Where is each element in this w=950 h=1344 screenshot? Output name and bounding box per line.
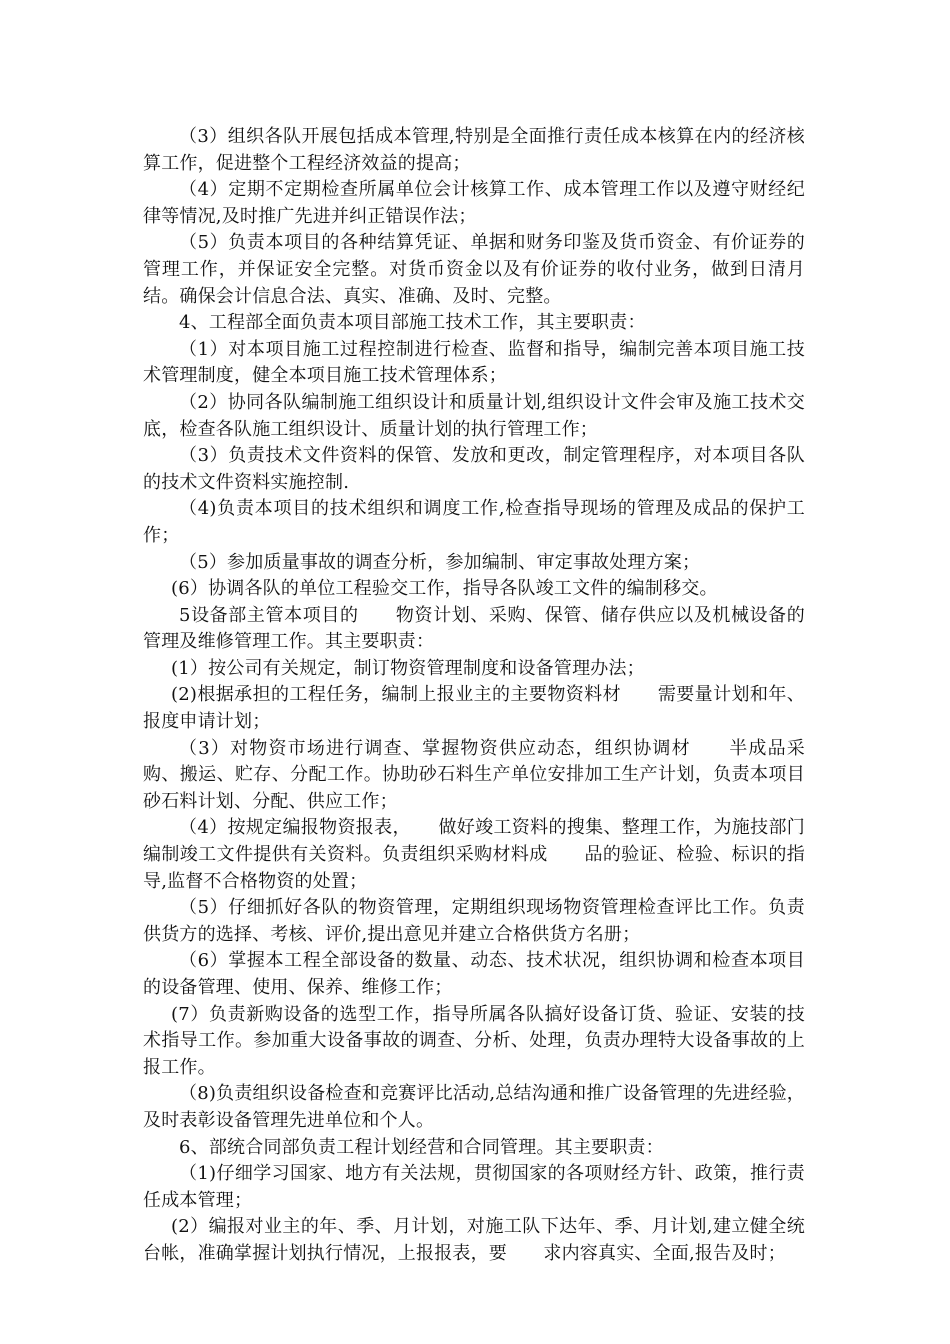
paragraph: （3）对物资市场进行调查、掌握物资供应动态，组织协调材 半成品采购、搬运、贮存、分配工作。协助砂石料生产单位安排加工生产计划，负责本项目砂石料计划、分配、供应工作； [143,737,805,812]
paragraph: (2)根据承担的工程任务，编制上报业主的主要物资料材 需要量计划和年、报度申请计划； [143,684,805,733]
paragraph: （5）参加质量事故的调查分析，参加编制、审定事故处理方案； [179,551,701,573]
paragraph: （4)负责本项目的技术组织和调度工作,检查指导现场的管理及成品的保护工作； [143,498,805,546]
paragraph: （6）掌握本工程全部设备的数量、动态、技术状况，组织协调和检查本项目的设备管理、使用、保养、维修工作； [143,950,805,998]
paragraph: （1）对本项目施工过程控制进行检查、监督和指导，编制完善本项目施工技术管理制度，健全本项目施工技术管理体系； [143,338,805,387]
paragraph: （5）仔细抓好各队的物资管理，定期组织现场物资管理检查评比工作。负责供货方的选择、考核、评价,提出意见并建立合格供货方名册； [143,897,805,945]
paragraph: （3）组织各队开展包括成本管理,特别是全面推行责任成本核算在内的经济核算工作，促进整个工程经济效益的提高； [143,126,805,174]
paragraph: （1)仔细学习国家、地方有关法规，贯彻国家的各项财经方针、政策，推行责任成本管理； [143,1163,805,1211]
document-body [143,124,824,1268]
paragraph: （4）按规定编报物资报表， 做好竣工资料的搜集、整理工作，为施技部门编制竣工文件提供有关资料。负责组织采购材料成 品的验证、检验、标识的指导,监督不合格物资的处置； [143,817,805,892]
paragraph: （2）协同各队编制施工组织设计和质量计划,组织设计文件会审及施工技术交底，检查各队施工组织设计、质量计划的执行管理工作； [143,391,805,440]
paragraph: （8)负责组织设备检查和竞赛评比活动,总结沟通和推广设备管理的先进经验，及时表彰设备管理先进单位和个人。 [143,1083,805,1131]
paragraph: （4）定期不定期检查所属单位会计核算工作、成本管理工作以及遵守财经纪律等情况,及时推广先进并纠正错误作法； [143,179,805,227]
paragraph: (1）按公司有关规定，制订物资管理制度和设备管理办法； [171,657,645,679]
paragraph: （5）负责本项目的各种结算凭证、单据和财务印鉴及货币资金、有价证券的管理工作，并保证安全完整。对货币资金以及有价证券的收付业务，做到日清月结。确保会计信息合法、真实、准确、及时、完整。 [143,232,805,307]
section-heading: 4、工程部全面负责本项目部施工技术工作，其主要职责： [179,312,646,334]
paragraph: (7）负责新购设备的选型工作，指导所属各队搞好设备订货、验证、安装的技术指导工作。参加重大设备事故的调查、分析、处理，负责办理特大设备事故的上报工作。 [143,1003,805,1078]
paragraph: (6）协调各队的单位工程验交工作，指导各队竣工文件的编制移交。 [171,578,718,600]
section-heading: 5设备部主管本项目的 物资计划、采购、保管、储存供应以及机械设备的管理及维修管理工作。其主要职责： [143,604,805,653]
section-heading: 6、部统合同部负责工程计划经营和合同管理。其主要职责： [179,1136,664,1158]
paragraph: (2）编报对业主的年、季、月计划，对施工队下达年、季、月计划,建立健全统 台帐，准确掌握计划执行情况，上报报表，要 求内容真实、全面,报告及时； [143,1216,824,1264]
paragraph: （3）负责技术文件资料的保管、发放和更改，制定管理程序，对本项目各队的技术文件资料实施控制. [143,445,805,493]
